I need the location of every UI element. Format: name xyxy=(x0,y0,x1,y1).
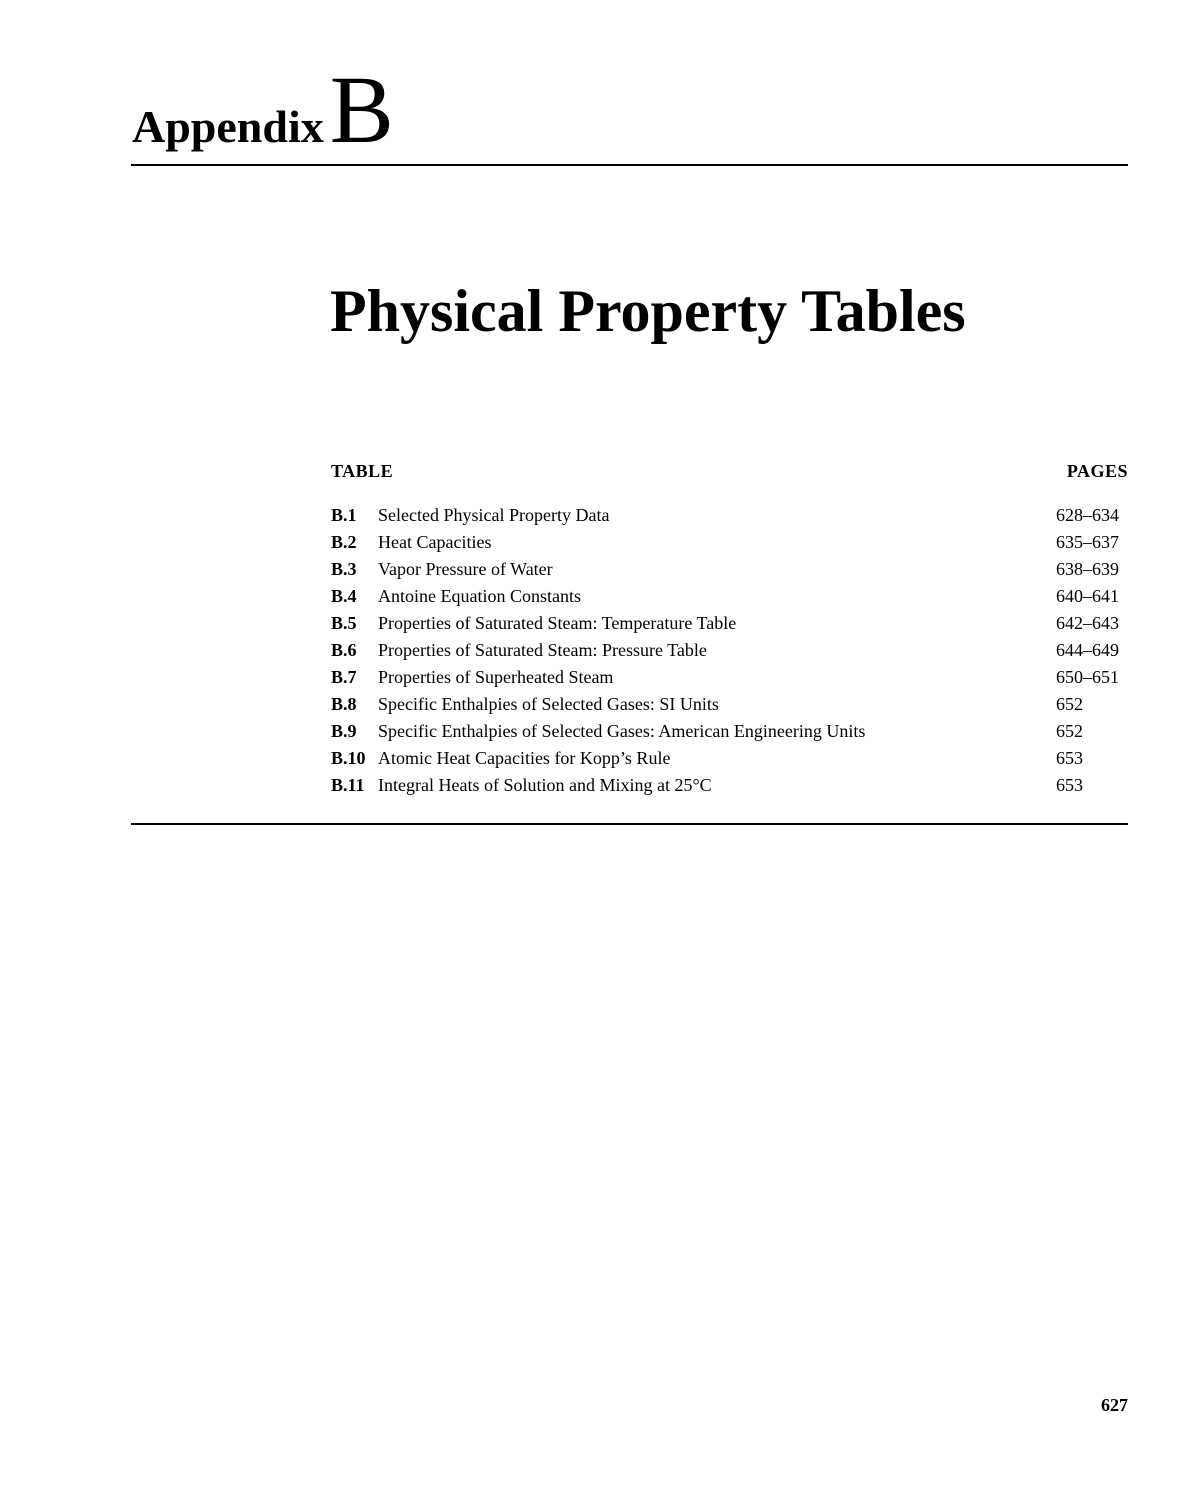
toc-row[interactable] xyxy=(331,772,1128,799)
toc-table-number: B.1 xyxy=(331,505,357,525)
toc-table-description: Properties of Superheated Steam xyxy=(378,667,614,687)
page-number: 627 xyxy=(1101,1395,1128,1415)
chapter-title: Physical Property Tables xyxy=(330,278,966,344)
toc-row[interactable] xyxy=(331,583,1128,610)
toc-table-number: B.3 xyxy=(331,559,357,579)
toc-page-range: 652 xyxy=(1056,694,1083,714)
toc-page-range: 642–643 xyxy=(1056,613,1119,633)
toc-column-pages-label: PAGES xyxy=(1066,461,1128,481)
toc-row[interactable] xyxy=(331,610,1128,637)
toc-table-description: Specific Enthalpies of Selected Gases: SI Units xyxy=(378,694,719,714)
toc-page-range: 650–651 xyxy=(1056,667,1119,687)
toc-table-description: Properties of Saturated Steam: Pressure Table xyxy=(378,640,707,660)
toc-table-number: B.10 xyxy=(331,748,366,768)
toc-page-range: 628–634 xyxy=(1056,505,1119,525)
toc-table-number: B.9 xyxy=(331,721,357,741)
toc-page-range: 638–639 xyxy=(1056,559,1119,579)
toc-page-range: 640–641 xyxy=(1056,586,1119,606)
appendix-word: Appendix xyxy=(132,101,324,152)
toc-table-description: Antoine Equation Constants xyxy=(378,586,581,606)
toc-table-description: Atomic Heat Capacities for Kopp’s Rule xyxy=(378,748,671,768)
toc-list xyxy=(331,502,1128,799)
toc-page-range: 644–649 xyxy=(1056,640,1119,660)
toc-row[interactable] xyxy=(331,529,1128,556)
toc-page-range: 653 xyxy=(1056,775,1083,795)
top-rule-divider xyxy=(131,164,1128,166)
toc-row[interactable] xyxy=(331,556,1128,583)
table-of-contents xyxy=(331,461,1128,799)
toc-table-number: B.4 xyxy=(331,586,357,606)
toc-page-range: 652 xyxy=(1056,721,1083,741)
toc-header xyxy=(331,461,1128,485)
appendix-heading xyxy=(132,56,394,163)
toc-page-range: 653 xyxy=(1056,748,1083,768)
toc-column-table-label: TABLE xyxy=(331,461,394,481)
toc-row[interactable] xyxy=(331,691,1128,718)
toc-row[interactable] xyxy=(331,502,1128,529)
toc-table-description: Selected Physical Property Data xyxy=(378,505,610,525)
toc-table-description: Integral Heats of Solution and Mixing at 25°C xyxy=(378,775,712,795)
toc-table-number: B.6 xyxy=(331,640,357,660)
toc-table-description: Heat Capacities xyxy=(378,532,492,552)
toc-page-range: 635–637 xyxy=(1056,532,1119,552)
bottom-rule-divider xyxy=(131,823,1128,825)
toc-table-number: B.7 xyxy=(331,667,357,687)
toc-table-number: B.11 xyxy=(331,775,365,795)
toc-table-number: B.8 xyxy=(331,694,357,714)
toc-table-number: B.2 xyxy=(331,532,357,552)
toc-table-description: Specific Enthalpies of Selected Gases: American Engineering Units xyxy=(378,721,866,741)
toc-row[interactable] xyxy=(331,718,1128,745)
toc-row[interactable] xyxy=(331,745,1128,772)
toc-table-description: Properties of Saturated Steam: Temperature Table xyxy=(378,613,737,633)
appendix-letter: B xyxy=(329,56,394,163)
toc-table-number: B.5 xyxy=(331,613,357,633)
toc-row[interactable] xyxy=(331,637,1128,664)
toc-row[interactable] xyxy=(331,664,1128,691)
toc-table-description: Vapor Pressure of Water xyxy=(378,559,553,579)
